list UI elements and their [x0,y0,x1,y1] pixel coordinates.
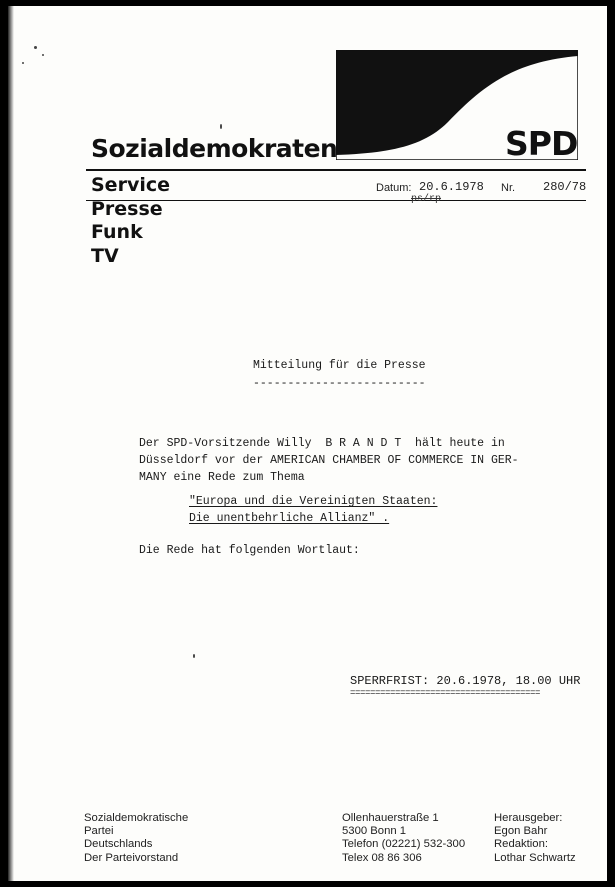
body-line: Düsseldorf vor der AMERICAN CHAMBER OF COMMERCE IN GER- [139,454,519,467]
closing-line: Die Rede hat folgenden Wortlaut: [139,544,360,557]
press-heading: Mitteilung für die Presse [253,359,426,372]
service-line: Funk [91,221,143,243]
footer-line: Herausgeber: [494,812,563,824]
footer-line: Lothar Schwartz [494,851,576,864]
footer-line: Ollenhauerstraße 1 [342,812,439,824]
footer-line: Der Parteivorstand [84,851,179,864]
service-line: Service [91,174,170,196]
footer-line: Partei [84,825,114,838]
datum-label: Datum: [376,182,412,194]
initials: ps/rp [411,194,442,205]
body-line: Der SPD-Vorsitzende Willy B R A N D T hält heute in [139,437,505,450]
spd-logo-text: SPD [505,124,578,163]
footer-line: Redaktion: [494,838,549,851]
scan-speck [220,124,222,129]
speech-title-line: "Europa und die Vereinigten Staaten: [189,495,438,508]
footer-line: Telefon (02221) 532-300 [342,838,466,851]
press-heading-rule: ------------------------- [253,377,426,390]
speech-title-line: Die unentbehrliche Allianz" . [189,512,390,525]
footer-line: 5300 Bonn 1 [342,825,407,838]
scan-speck [42,54,44,56]
nr-label: Nr. [501,182,516,194]
service-list [91,174,170,268]
footer-line: Egon Bahr [494,825,548,838]
service-line: TV [91,244,119,267]
org-name: Sozialdemokraten [91,134,338,163]
footer-editors [494,812,576,865]
service-line: Presse [91,197,163,220]
footer-address [342,812,465,865]
footer-line: Sozialdemokratische [84,812,189,824]
scan-speck [193,654,195,658]
press-release-page [8,6,607,881]
footer-line: Deutschlands [84,838,153,851]
footer-line: Telex 08 86 306 [342,851,422,864]
footer-party [84,812,188,865]
scan-speck [34,46,37,49]
embargo-text: SPERRFRIST: 20.6.1978, 18.00 UHR [350,674,581,688]
nr-value: 280/78 [543,180,587,194]
datum-value: 20.6.1978 [419,180,484,194]
scan-speck [22,62,24,64]
letterhead-rule-top [86,169,586,171]
embargo-rule: ====================================== [350,688,541,698]
body-line: MANY eine Rede zum Thema [139,471,305,484]
